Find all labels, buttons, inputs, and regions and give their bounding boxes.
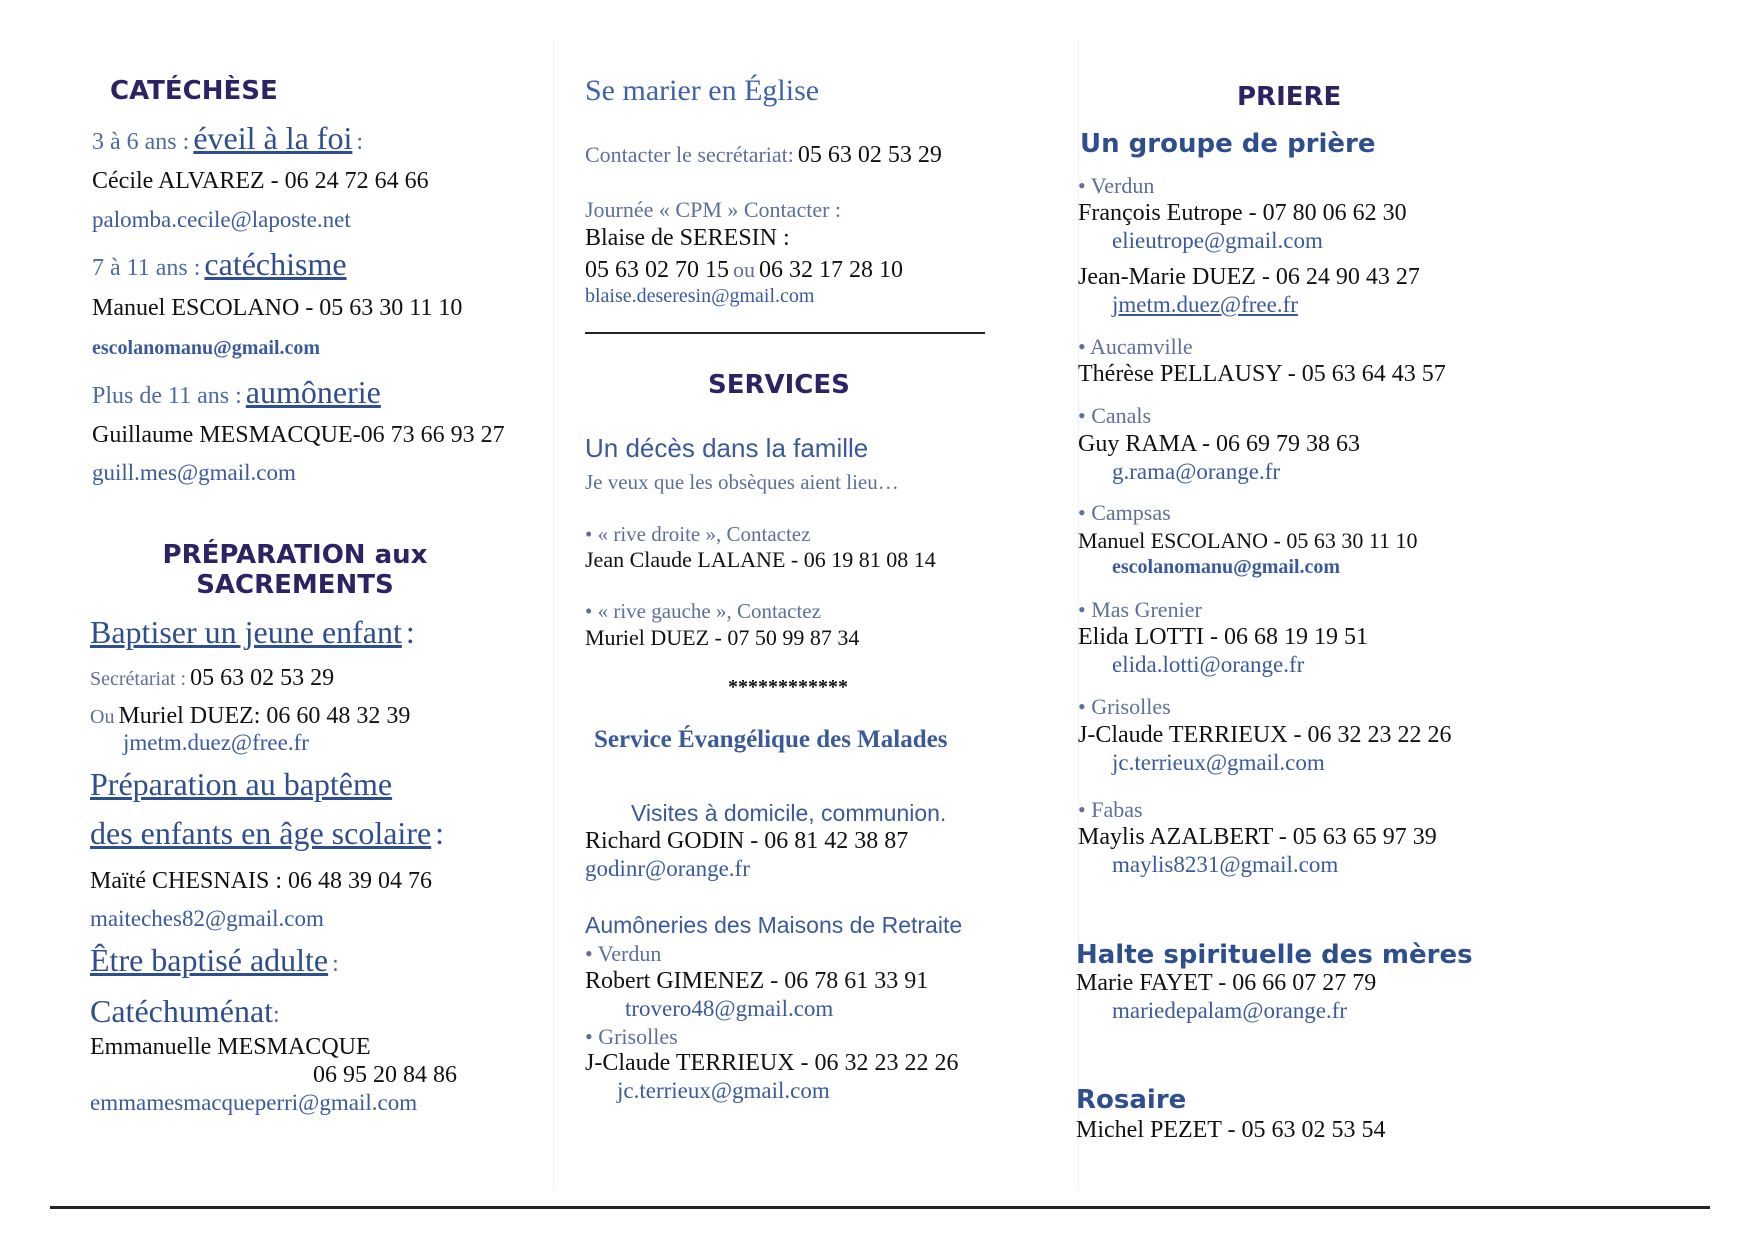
- maite-contact: Maïté CHESNAIS : 06 48 39 04 76: [90, 868, 432, 894]
- rama-email[interactable]: g.rama@orange.fr: [1112, 459, 1281, 484]
- contacter-line: [585, 142, 942, 169]
- catechumenat-line: [90, 993, 280, 1030]
- age3-contact: Guillaume MESMACQUE-06 73 66 93 27: [92, 422, 505, 448]
- escolano-contact: Manuel ESCOLANO - 05 63 30 11 10: [1078, 528, 1418, 553]
- rama-contact: Guy RAMA - 06 69 79 38 63: [1078, 431, 1361, 457]
- age3-line: [92, 374, 381, 411]
- priere-title: PRIERE: [1237, 82, 1342, 112]
- catechumenat-label: Catéchuménat: [90, 993, 274, 1029]
- age1-suffix: :: [356, 129, 364, 155]
- catechumenat-colon: :: [273, 1002, 280, 1028]
- services-title: SERVICES: [708, 370, 850, 400]
- aucamville-label: • Aucamville: [1078, 334, 1193, 359]
- age2-label: catéchisme: [204, 246, 347, 282]
- blaise-phones: [585, 257, 903, 284]
- age2-line: [92, 246, 347, 283]
- marier-title: Se marier en Église: [585, 74, 820, 107]
- sem-title: Service Évangélique des Malades: [594, 726, 948, 753]
- fayet-contact: Marie FAYET - 06 66 07 27 79: [1076, 970, 1377, 996]
- blaise-email[interactable]: blaise.deseresin@gmail.com: [585, 285, 815, 307]
- prep-bapteme-line1: Préparation au baptême: [90, 766, 393, 802]
- ou-line: [90, 703, 410, 730]
- baptiser-colon: :: [405, 614, 415, 650]
- rive-droite: • « rive droite », Contactez: [585, 522, 811, 546]
- grisolles-label-c2: • Grisolles: [585, 1024, 678, 1049]
- emmanuelle-phone: 06 95 20 84 86: [313, 1062, 457, 1088]
- rive-gauche: • « rive gauche », Contactez: [585, 599, 821, 623]
- masgrenier-label: • Mas Grenier: [1078, 597, 1202, 622]
- campsas-label: • Campsas: [1078, 500, 1171, 525]
- prep-bapteme-colon: :: [435, 815, 445, 851]
- age2-prefix: 7 à 11 ans :: [92, 255, 201, 281]
- baptiser-label: Baptiser un jeune enfant: [90, 614, 402, 650]
- contacter-label: Contacter le secrétariat:: [585, 142, 794, 167]
- prep-title-line2: SACREMENTS: [196, 570, 394, 600]
- contacter-phone: 05 63 02 53 29: [797, 142, 942, 168]
- baptiser-line: [90, 614, 415, 651]
- adulte-label: Être baptisé adulte: [90, 942, 329, 978]
- emmanuelle-email[interactable]: emmamesmacqueperri@gmail.com: [90, 1090, 418, 1115]
- age1-prefix: 3 à 6 ans :: [92, 129, 190, 155]
- visites-label: Visites à domicile, communion.: [631, 800, 947, 826]
- adulte-colon: :: [332, 951, 339, 977]
- ou-phone: : 06 60 48 32 39: [253, 703, 411, 729]
- adulte-line: [90, 942, 339, 979]
- pezet-contact: Michel PEZET - 05 63 02 53 54: [1076, 1117, 1386, 1143]
- secretariat-line: [90, 665, 334, 692]
- deces-title: Un décès dans la famille: [585, 433, 869, 463]
- ou-contact: Muriel DUEZ: [118, 703, 254, 729]
- verdun-label: • Verdun: [1078, 173, 1155, 198]
- fold-line-left: [553, 40, 554, 1190]
- prep-title: [110, 540, 480, 600]
- blaise-phone2: 06 32 17 28 10: [759, 257, 903, 283]
- azalbert-contact: Maylis AZALBERT - 05 63 65 97 39: [1078, 824, 1437, 850]
- divider-rule: [585, 332, 985, 334]
- rive-droite-contact: Jean Claude LALANE - 06 19 81 08 14: [585, 547, 936, 572]
- maite-email[interactable]: maiteches82@gmail.com: [90, 906, 324, 931]
- prep-title-line1: PRÉPARATION aux: [162, 540, 428, 570]
- pellausy-contact: Thérèse PELLAUSY - 05 63 64 43 57: [1078, 361, 1446, 387]
- bottom-rule: [50, 1206, 1710, 1209]
- age1-line: [92, 120, 363, 157]
- terrieux-contact: J-Claude TERRIEUX - 06 32 23 22 26: [1078, 722, 1452, 748]
- eutrope-contact: François Eutrope - 07 80 06 62 30: [1078, 200, 1407, 226]
- blaise-name: Blaise de SERESIN :: [585, 225, 790, 251]
- duez-email[interactable]: jmetm.duez@free.fr: [1112, 292, 1298, 317]
- duez-contact: Jean-Marie DUEZ - 06 24 90 43 27: [1078, 264, 1420, 290]
- blaise-phone1: 05 63 02 70 15: [585, 257, 729, 283]
- secretariat-phone: 05 63 02 53 29: [190, 665, 335, 691]
- age3-prefix: Plus de 11 ans :: [92, 383, 242, 409]
- secretariat-label: Secrétariat :: [90, 668, 187, 690]
- rive-gauche-contact: Muriel DUEZ - 07 50 99 87 34: [585, 625, 860, 650]
- verdun-label-c2: • Verdun: [585, 941, 662, 966]
- ou-label: Ou: [90, 706, 115, 728]
- groupe-title: Un groupe de prière: [1080, 129, 1376, 159]
- prep-bapteme-text: des enfants en âge scolaire: [90, 815, 432, 851]
- rosaire-title: Rosaire: [1076, 1085, 1187, 1115]
- age1-contact: Cécile ALVAREZ - 06 24 72 64 66: [92, 168, 429, 194]
- fayet-email[interactable]: mariedepalam@orange.fr: [1112, 998, 1348, 1023]
- eutrope-email[interactable]: elieutrope@gmail.com: [1112, 228, 1323, 253]
- azalbert-email[interactable]: maylis8231@gmail.com: [1112, 852, 1339, 877]
- godin-email[interactable]: godinr@orange.fr: [585, 856, 750, 881]
- age2-email[interactable]: escolanomanu@gmail.com: [92, 337, 321, 359]
- age1-email[interactable]: palomba.cecile@laposte.net: [92, 207, 351, 232]
- emmanuelle-name: Emmanuelle MESMACQUE: [90, 1034, 371, 1060]
- prep-bapteme-line2: [90, 815, 444, 852]
- age2-contact: Manuel ESCOLANO - 05 63 30 11 10: [92, 295, 463, 321]
- escolano-email[interactable]: escolanomanu@gmail.com: [1112, 556, 1341, 578]
- terrieux-email-c2[interactable]: jc.terrieux@gmail.com: [617, 1078, 830, 1103]
- canals-label: • Canals: [1078, 403, 1152, 428]
- ou-email[interactable]: jmetm.duez@free.fr: [123, 730, 309, 755]
- catechese-title: CATÉCHÈSE: [110, 76, 278, 106]
- age3-label: aumônerie: [245, 374, 381, 410]
- age1-label: éveil à la foi: [193, 120, 353, 156]
- aumoneries-title: Aumôneries des Maisons de Retraite: [585, 912, 963, 938]
- gimenez-email[interactable]: trovero48@gmail.com: [625, 996, 834, 1021]
- fabas-label: • Fabas: [1078, 797, 1143, 822]
- stars-divider: ************: [728, 676, 848, 698]
- terrieux-contact-c2: J-Claude TERRIEUX - 06 32 23 22 26: [585, 1050, 959, 1076]
- lotti-contact: Elida LOTTI - 06 68 19 19 51: [1078, 624, 1368, 650]
- deces-sub: Je veux que les obsèques aient lieu…: [585, 470, 899, 494]
- halte-title: Halte spirituelle des mères: [1076, 940, 1473, 970]
- grisolles-label: • Grisolles: [1078, 694, 1171, 719]
- terrieux-email[interactable]: jc.terrieux@gmail.com: [1112, 750, 1325, 775]
- age3-email[interactable]: guill.mes@gmail.com: [92, 460, 296, 485]
- journee-label: Journée « CPM » Contacter :: [585, 197, 842, 222]
- gimenez-contact: Robert GIMENEZ - 06 78 61 33 91: [585, 968, 929, 994]
- godin-contact: Richard GODIN - 06 81 42 38 87: [585, 828, 909, 854]
- blaise-ou: ou: [733, 257, 755, 282]
- lotti-email[interactable]: elida.lotti@orange.fr: [1112, 652, 1305, 677]
